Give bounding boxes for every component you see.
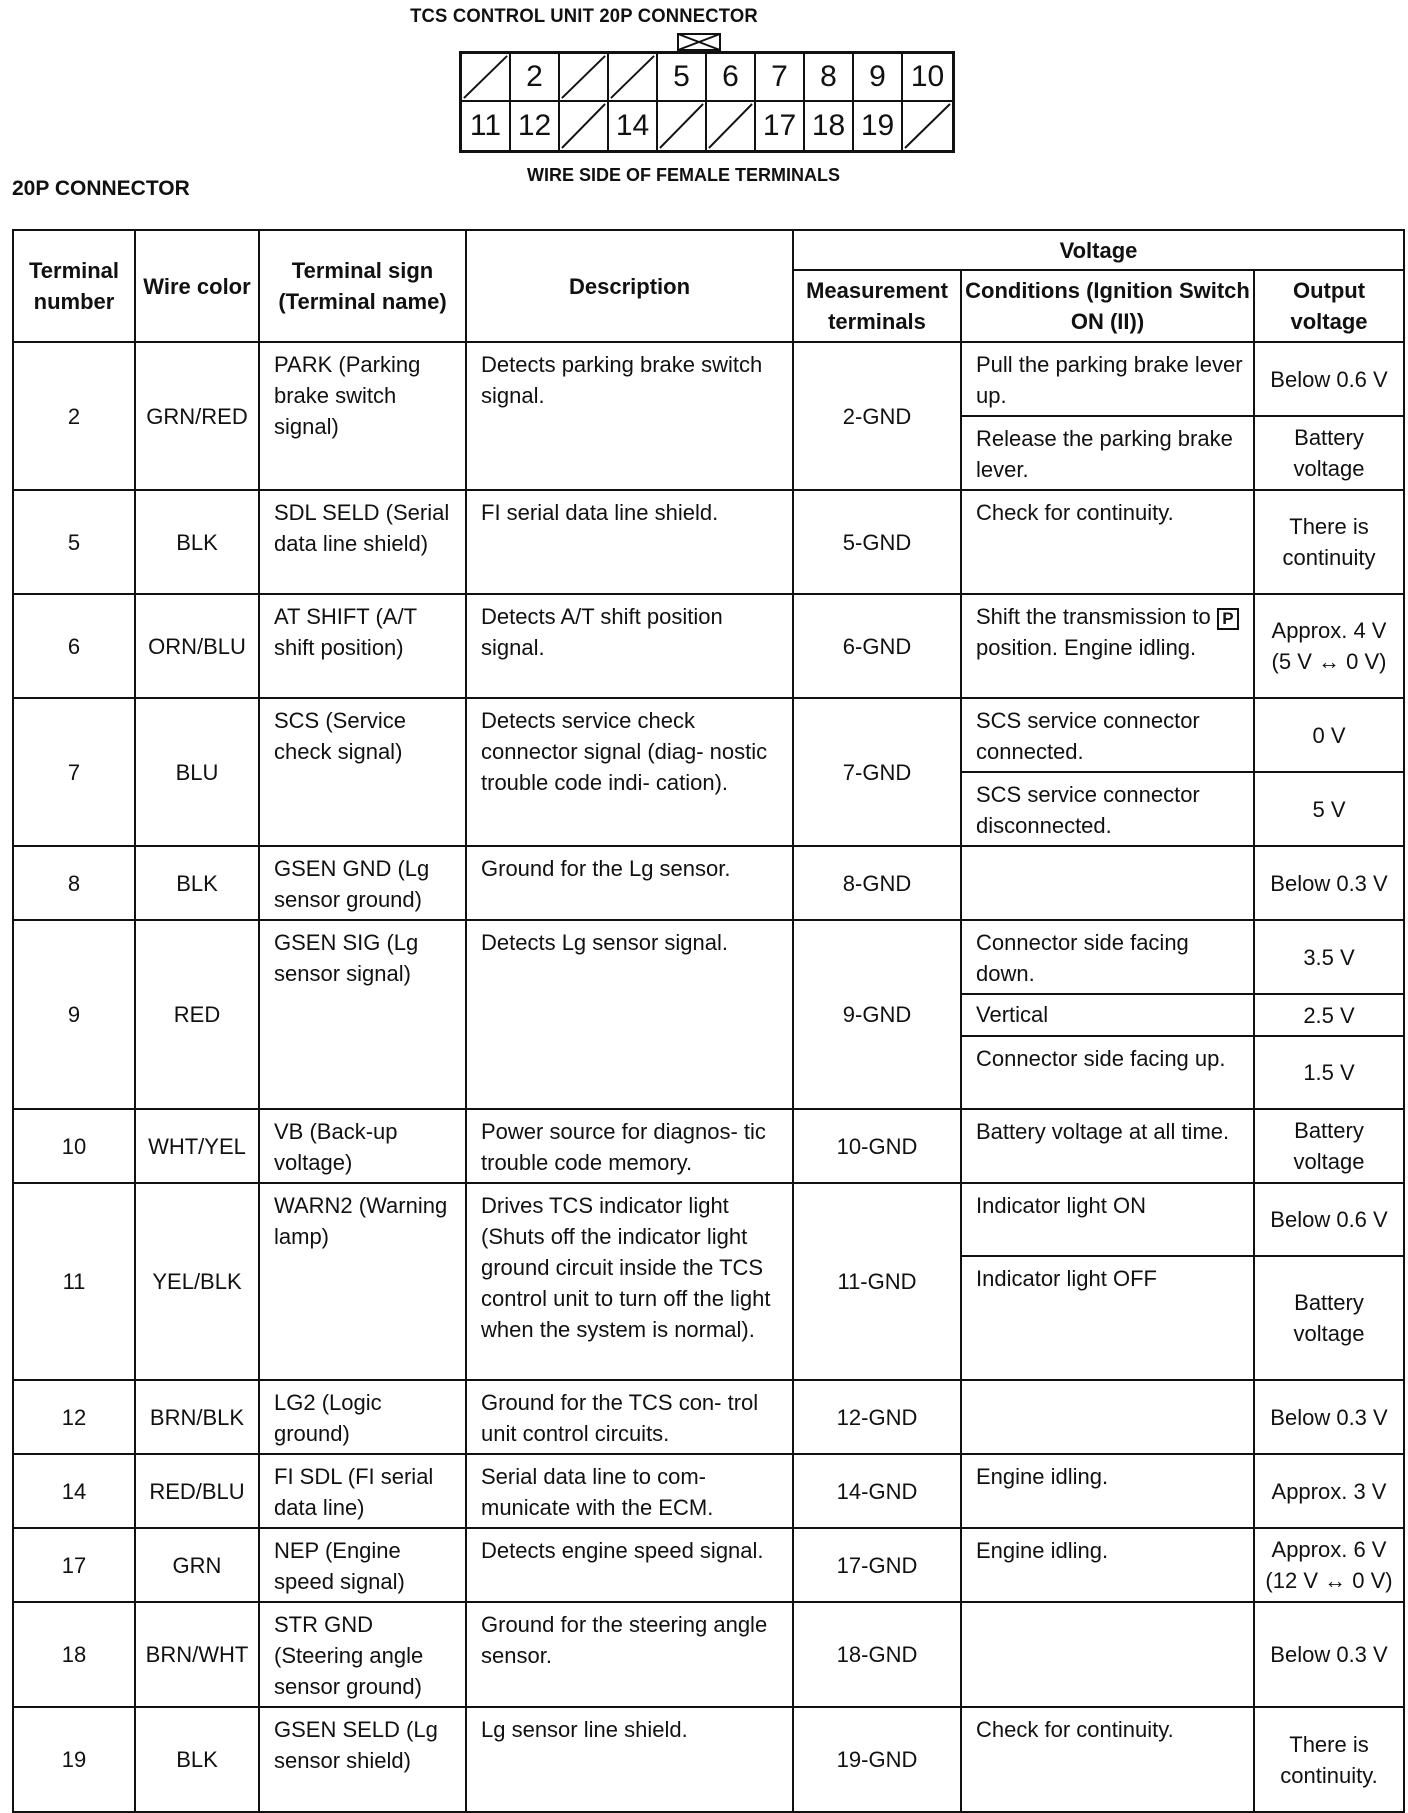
condition [961,1602,1254,1707]
wire-color: BRN/BLK [135,1380,259,1454]
measurement-terminals: 14-GND [793,1454,961,1528]
description: Power source for diagnos- tic trouble code memory. [466,1109,793,1183]
connector-title: TCS CONTROL UNIT 20P CONNECTOR [410,6,758,27]
header-voltage: Voltage [793,230,1404,270]
pin-cell: 2 [511,54,560,102]
terminal-number: 14 [13,1454,135,1528]
output-voltage: 5 V [1254,772,1404,846]
output-voltage [1254,594,1404,698]
output-voltage: Below 0.3 V [1254,1380,1404,1454]
wire-color: WHT/YEL [135,1109,259,1183]
connector-lock-icon [677,33,721,51]
description: Detects Lg sensor signal. [466,920,793,1109]
pin-cell: 8 [805,54,854,102]
description: Detects A/T shift position signal. [466,594,793,698]
terminal-number: 17 [13,1528,135,1602]
wire-color: BLK [135,846,259,920]
condition [961,594,1254,698]
description: Detects service check connector signal (diag- nostic trouble code indi- cation). [466,698,793,846]
condition: Release the parking brake lever. [961,416,1254,490]
pin-cell: 6 [707,54,756,102]
condition: Connector side facing down. [961,920,1254,994]
output-voltage: Battery voltage [1254,1109,1404,1183]
output-voltage: Approx. 3 V [1254,1454,1404,1528]
condition: Engine idling. [961,1454,1254,1528]
terminal-sign: SCS (Service check signal) [259,698,466,846]
header-terminal-sign: Terminal sign (Terminal name) [259,230,466,342]
condition-text: position. Engine idling. [976,635,1197,660]
condition: Indicator light OFF [961,1256,1254,1380]
measurement-terminals: 10-GND [793,1109,961,1183]
measurement-terminals: 9-GND [793,920,961,1109]
table-row [13,1380,1404,1454]
terminal-number: 2 [13,342,135,490]
table-row [13,342,1404,416]
condition: Indicator light ON [961,1183,1254,1256]
table-row [13,1109,1404,1183]
output-voltage: Below 0.6 V [1254,1183,1404,1256]
description: Ground for the Lg sensor. [466,846,793,920]
terminal-number: 10 [13,1109,135,1183]
measurement-terminals: 11-GND [793,1183,961,1380]
condition: Check for continuity. [961,1707,1254,1812]
terminal-number: 7 [13,698,135,846]
pin-cell [903,102,952,150]
table-row [13,920,1404,994]
table-row [13,594,1404,698]
pin-cell: 14 [609,102,658,150]
table-row [13,490,1404,594]
condition: Engine idling. [961,1528,1254,1602]
measurement-terminals: 17-GND [793,1528,961,1602]
terminal-sign: VB (Back-up voltage) [259,1109,466,1183]
output-voltage-range: (12 V ↔ 0 V) [1265,1568,1393,1593]
pin-cell: 10 [903,54,952,102]
description: Drives TCS indicator light (Shuts off the indicator light ground circuit inside the TCS control unit to turn off the light when the system is normal). [466,1183,793,1380]
table-row [13,1602,1404,1707]
wire-color: RED/BLU [135,1454,259,1528]
pin-cell: 7 [756,54,805,102]
wire-color: ORN/BLU [135,594,259,698]
output-voltage: Below 0.3 V [1254,846,1404,920]
output-voltage: 0 V [1254,698,1404,772]
output-voltage-range: (5 V ↔ 0 V) [1271,649,1387,674]
condition: Check for continuity. [961,490,1254,594]
table-row [13,1707,1404,1812]
output-voltage: There is continuity [1254,490,1404,594]
pin-cell: 17 [756,102,805,150]
terminal-number: 5 [13,490,135,594]
pin-cell: 11 [462,102,511,150]
measurement-terminals: 8-GND [793,846,961,920]
terminal-number: 9 [13,920,135,1109]
measurement-terminals: 12-GND [793,1380,961,1454]
terminal-sign: WARN2 (Warning lamp) [259,1183,466,1380]
condition: Connector side facing up. [961,1036,1254,1109]
terminal-sign: GSEN SELD (Lg sensor shield) [259,1707,466,1812]
pin-cell [658,102,707,150]
pin-cell [707,102,756,150]
output-voltage: 2.5 V [1254,994,1404,1036]
pin-cell: 12 [511,102,560,150]
description: Ground for the TCS con- trol unit control circuits. [466,1380,793,1454]
header-measurement-terminals: Measurement terminals [793,270,961,342]
pin-cell [462,54,511,102]
condition: SCS service connector disconnected. [961,772,1254,846]
park-position-icon: P [1217,608,1239,630]
output-voltage [1254,1528,1404,1602]
measurement-terminals: 19-GND [793,1707,961,1812]
terminal-sign: SDL SELD (Serial data line shield) [259,490,466,594]
terminal-sign: AT SHIFT (A/T shift position) [259,594,466,698]
header-output-voltage: Output voltage [1254,270,1404,342]
condition: SCS service connector connected. [961,698,1254,772]
wire-color: GRN/RED [135,342,259,490]
output-voltage: 1.5 V [1254,1036,1404,1109]
output-voltage: Battery voltage [1254,1256,1404,1380]
description: FI serial data line shield. [466,490,793,594]
measurement-terminals: 5-GND [793,490,961,594]
table-row [13,1183,1404,1256]
output-voltage: Below 0.3 V [1254,1602,1404,1707]
wire-color: GRN [135,1528,259,1602]
terminal-sign: LG2 (Logic ground) [259,1380,466,1454]
header-wire-color: Wire color [135,230,259,342]
terminal-number: 18 [13,1602,135,1707]
terminal-sign: FI SDL (FI serial data line) [259,1454,466,1528]
terminal-number: 8 [13,846,135,920]
pin-cell [609,54,658,102]
output-voltage: Below 0.6 V [1254,342,1404,416]
description: Detects engine speed signal. [466,1528,793,1602]
table-row [13,846,1404,920]
wire-color: BRN/WHT [135,1602,259,1707]
output-voltage: 3.5 V [1254,920,1404,994]
pin-cell: 18 [805,102,854,150]
description: Serial data line to com- municate with the ECM. [466,1454,793,1528]
wire-color: RED [135,920,259,1109]
condition [961,846,1254,920]
condition-text: Shift the transmission to [976,604,1211,629]
table-row [13,698,1404,772]
terminal-spec-table [12,229,1405,1813]
output-voltage: Battery voltage [1254,416,1404,490]
terminal-sign: NEP (Engine speed signal) [259,1528,466,1602]
wire-color: YEL/BLK [135,1183,259,1380]
output-voltage-value: Approx. 6 V [1271,1537,1387,1562]
output-voltage-value: Approx. 4 V [1271,618,1387,643]
measurement-terminals: 2-GND [793,342,961,490]
header-terminal-number: Terminal number [13,230,135,342]
terminal-sign: GSEN SIG (Lg sensor signal) [259,920,466,1109]
terminal-number: 12 [13,1380,135,1454]
measurement-terminals: 6-GND [793,594,961,698]
table-row [13,1454,1404,1528]
output-voltage: There is continuity. [1254,1707,1404,1812]
condition: Pull the parking brake lever up. [961,342,1254,416]
pin-cell [560,54,609,102]
description: Lg sensor line shield. [466,1707,793,1812]
terminal-sign: STR GND (Steering angle sensor ground) [259,1602,466,1707]
terminal-sign: PARK (Parking brake switch signal) [259,342,466,490]
description: Ground for the steering angle sensor. [466,1602,793,1707]
condition [961,1380,1254,1454]
header-conditions: Conditions (Ignition Switch ON (II)) [961,270,1254,342]
terminal-sign: GSEN GND (Lg sensor ground) [259,846,466,920]
terminal-number: 11 [13,1183,135,1380]
terminal-number: 19 [13,1707,135,1812]
connector-subtitle: WIRE SIDE OF FEMALE TERMINALS [527,165,840,185]
condition: Vertical [961,994,1254,1036]
description: Detects parking brake switch signal. [466,342,793,490]
wire-color: BLK [135,490,259,594]
pin-cell: 5 [658,54,707,102]
pin-cell: 9 [854,54,903,102]
pin-cell [560,102,609,150]
pin-cell: 19 [854,102,903,150]
table-row [13,1528,1404,1602]
section-title: 20P CONNECTOR [12,177,190,200]
measurement-terminals: 18-GND [793,1602,961,1707]
measurement-terminals: 7-GND [793,698,961,846]
terminal-number: 6 [13,594,135,698]
connector-pinout [459,51,955,153]
header-description: Description [466,230,793,342]
condition: Battery voltage at all time. [961,1109,1254,1183]
wire-color: BLU [135,698,259,846]
wire-color: BLK [135,1707,259,1812]
